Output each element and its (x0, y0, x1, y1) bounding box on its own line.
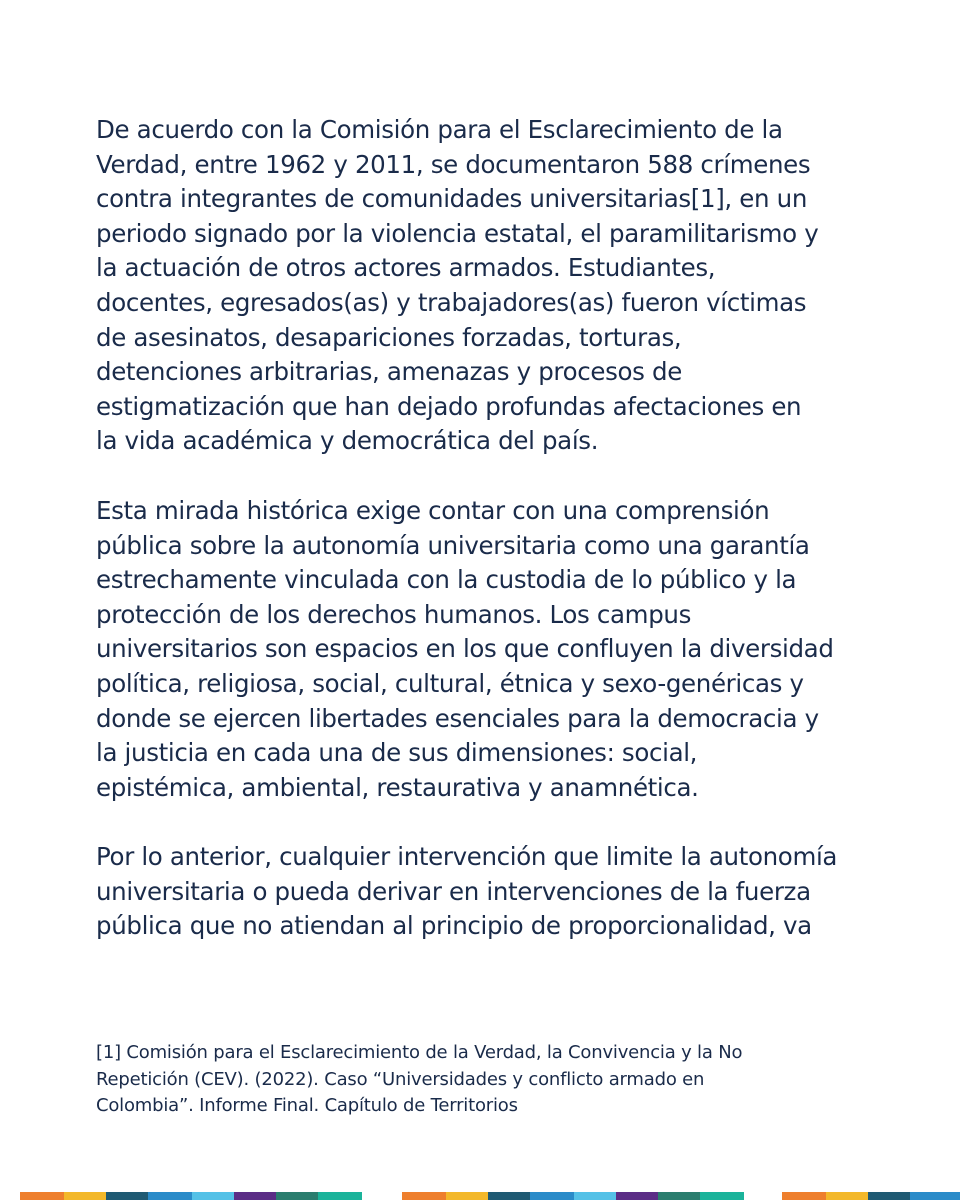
stripe-segment (148, 1192, 192, 1200)
stripe-segment (658, 1192, 700, 1200)
stripe-segment (192, 1192, 234, 1200)
decorative-stripe-right (782, 1192, 960, 1200)
stripe-segment (616, 1192, 658, 1200)
stripe-segment (910, 1192, 960, 1200)
footnote: [1] Comisión para el Esclarecimiento de la Verdad, la Convivencia y la No Repetición (CEV). (2022). Caso “Universidades y conflicto armado en Colombia”. Informe Final. Capítulo de Territorios (96, 1042, 743, 1116)
stripe-segment (700, 1192, 744, 1200)
stripe-segment (20, 1192, 64, 1200)
stripe-segment (402, 1192, 446, 1200)
stripe-segment (276, 1192, 318, 1200)
stripe-segment (782, 1192, 826, 1200)
stripe-segment (318, 1192, 362, 1200)
stripe-segment (106, 1192, 148, 1200)
paragraph-3: Por lo anterior, cualquier intervención que limite la autonomía universitaria o pueda derivar en intervenciones de la fuerza pública que no atiendan al principio de proporcionalidad, va (96, 842, 838, 941)
paragraph-1: De acuerdo con la Comisión para el Esclarecimiento de la Verdad, entre 1962 y 2011, se documentaron 588 crímenes contra integrantes de comunidades universitarias[1], en un periodo signado por la violencia estatal, el paramilitarismo y la actuación de otros actores armados. Estudiantes, docentes, egresados(as) y trabajadores(as) fueron víctimas de asesinatos, desapariciones forzadas, torturas, detenciones arbitrarias, amenazas y procesos de estigmatización que han dejado profundas afectaciones en la vida académica y democrática del país. (96, 115, 819, 456)
decorative-stripe-middle (402, 1192, 744, 1200)
stripe-segment (488, 1192, 530, 1200)
stripe-segment (868, 1192, 910, 1200)
stripe-segment (64, 1192, 106, 1200)
paragraph-2: Esta mirada histórica exige contar con una comprensión pública sobre la autonomía universitaria como una garantía estrechamente vinculada con la custodia de lo público y la protección de los derechos humanos. Los campus universitarios son espacios en los que confluyen la diversidad política, religiosa, social, cultural, étnica y sexo-genéricas y donde se ejercen libertades esenciales para la democracia y la justicia en cada una de sus dimensiones: social, epistémica, ambiental, restaurativa y anamnética. (96, 495, 834, 802)
stripe-segment (234, 1192, 276, 1200)
stripe-segment (574, 1192, 616, 1200)
stripe-segment (446, 1192, 488, 1200)
stripe-segment (826, 1192, 868, 1200)
main-text (96, 113, 886, 979)
stripe-segment (530, 1192, 574, 1200)
decorative-stripe-left (20, 1192, 362, 1200)
